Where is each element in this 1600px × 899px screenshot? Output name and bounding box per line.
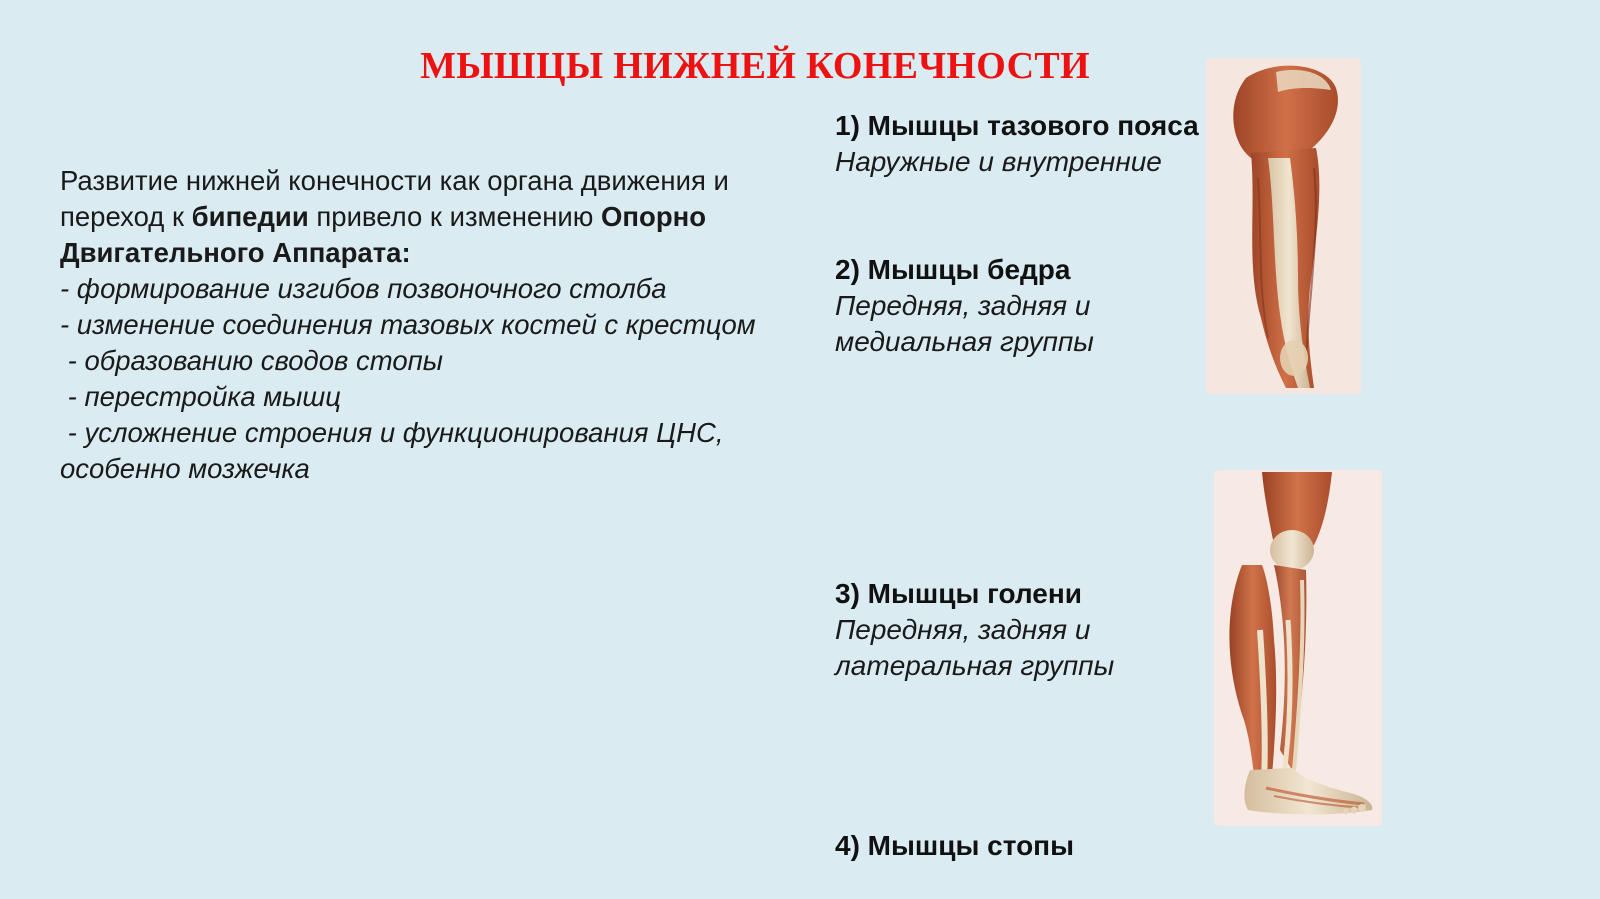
- section-subtitle: Передняя, задняя и латеральная группы: [835, 614, 1115, 681]
- section-heading: 4) Мышцы стопы: [835, 830, 1074, 861]
- section-heading: 1) Мышцы тазового пояса: [835, 110, 1199, 141]
- section-subtitle: Передняя, задняя и медиальная группы: [835, 290, 1094, 357]
- intro-list-item: - перестройка мышц: [60, 381, 341, 412]
- thigh-muscles-illustration: [1206, 58, 1361, 394]
- intro-text-block: [60, 163, 760, 487]
- intro-list-item: - усложнение строения и функционирования ЦНС, особенно мозжечка: [60, 417, 732, 484]
- intro-text-part: привело к изменению: [308, 201, 602, 232]
- section-heading: 3) Мышцы голени: [835, 578, 1082, 609]
- thigh-muscles-drawing: [1206, 58, 1361, 394]
- intro-list-item: - образованию сводов стопы: [60, 345, 444, 376]
- leg-foot-muscles-drawing: [1214, 470, 1382, 826]
- intro-paragraph: [60, 163, 760, 271]
- intro-text-part: Развитие нижней конечности как органа движения и переход к: [60, 165, 729, 232]
- section-heading: 2) Мышцы бедра: [835, 254, 1071, 285]
- section-shin-muscles: [835, 576, 1215, 684]
- section-thigh-muscles: [835, 252, 1215, 360]
- intro-list-item: - изменение соединения тазовых костей с крестцом: [60, 309, 756, 340]
- slide-title: МЫШЦЫ НИЖНЕЙ КОНЕЧНОСТИ: [420, 45, 1090, 87]
- leg-foot-muscles-illustration: [1214, 470, 1382, 826]
- section-pelvic-muscles: [835, 108, 1215, 180]
- section-subtitle: Наружные и внутренние: [835, 146, 1162, 177]
- intro-bold-term: бипедии: [191, 201, 309, 232]
- section-foot-muscles: [835, 828, 1215, 864]
- intro-bold-term: Опорно Двигательного Аппарата:: [60, 201, 707, 268]
- intro-list-item: - формирование изгибов позвоночного столба: [60, 273, 667, 304]
